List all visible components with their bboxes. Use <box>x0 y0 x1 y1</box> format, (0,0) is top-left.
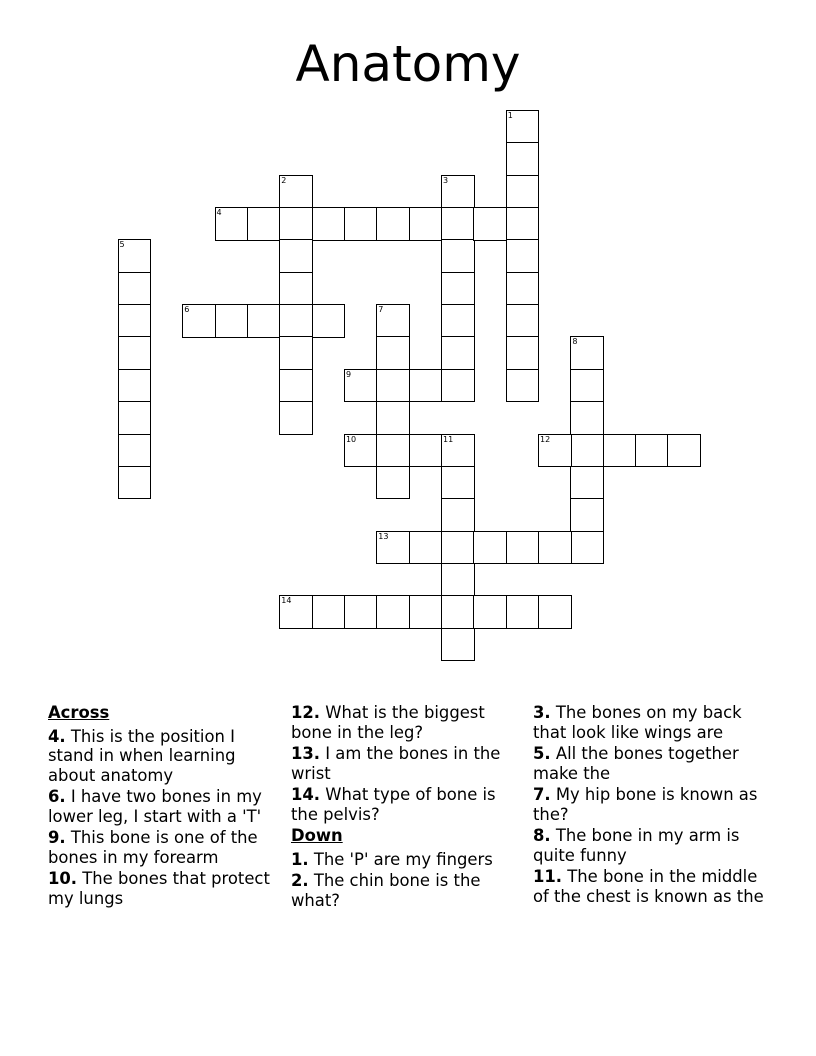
grid-cell[interactable] <box>570 466 604 500</box>
grid-cell[interactable] <box>441 563 475 597</box>
clue-across-14: 14. What type of bone is the pelvis? <box>291 785 496 824</box>
grid-cell[interactable] <box>570 369 604 403</box>
cell-number: 13 <box>378 531 389 541</box>
grid-cell[interactable] <box>570 434 604 468</box>
grid-cell[interactable] <box>312 595 346 629</box>
grid-cell[interactable] <box>182 304 216 338</box>
grid-cell[interactable] <box>118 239 152 273</box>
grid-cell[interactable] <box>441 175 475 209</box>
grid-cell[interactable] <box>441 595 475 629</box>
clue-down-8: 8. The bone in my arm is quite funny <box>533 826 740 865</box>
grid-cell[interactable] <box>118 369 152 403</box>
grid-cell[interactable] <box>506 336 540 370</box>
clue-down-11: 11. The bone in the middle of the chest is known as the <box>533 867 764 906</box>
grid-cell[interactable] <box>506 272 540 306</box>
grid-cell[interactable] <box>312 207 346 241</box>
clue-down-7: 7. My hip bone is known as the? <box>533 785 758 824</box>
grid-cell[interactable] <box>473 595 507 629</box>
cell-number: 12 <box>540 434 551 444</box>
cell-number: 9 <box>345 369 352 379</box>
grid-cell[interactable] <box>441 434 475 468</box>
grid-cell[interactable] <box>506 369 540 403</box>
grid-cell[interactable] <box>409 207 443 241</box>
grid-cell[interactable] <box>441 466 475 500</box>
grid-cell[interactable] <box>279 336 313 370</box>
grid-cell[interactable] <box>376 304 410 338</box>
clue-column-3 <box>533 703 769 908</box>
cell-number: 6 <box>184 305 190 315</box>
cell-number: 5 <box>119 240 125 250</box>
grid-cell[interactable] <box>344 434 378 468</box>
grid-cell[interactable] <box>409 531 443 565</box>
grid-cell[interactable] <box>473 207 507 241</box>
grid-cell[interactable] <box>570 401 604 435</box>
grid-cell[interactable] <box>279 401 313 435</box>
cell-number: 11 <box>443 434 454 444</box>
cell-number: 7 <box>378 305 384 315</box>
grid-cell[interactable] <box>344 207 378 241</box>
cell-number: 2 <box>281 175 287 185</box>
grid-cell[interactable] <box>118 304 152 338</box>
grid-cell[interactable] <box>376 595 410 629</box>
grid-cell[interactable] <box>441 239 475 273</box>
grid-cell[interactable] <box>279 595 313 629</box>
grid-cell[interactable] <box>215 304 249 338</box>
grid-cell[interactable] <box>215 207 249 241</box>
grid-cell[interactable] <box>118 272 152 306</box>
grid-cell[interactable] <box>118 466 152 500</box>
grid-cell[interactable] <box>506 304 540 338</box>
clue-column-2 <box>291 703 521 912</box>
grid-cell[interactable] <box>441 628 475 662</box>
grid-cell[interactable] <box>506 142 540 176</box>
grid-cell[interactable] <box>279 369 313 403</box>
grid-cell[interactable] <box>441 207 475 241</box>
grid-cell[interactable] <box>344 595 378 629</box>
grid-cell[interactable] <box>570 336 604 370</box>
grid-cell[interactable] <box>376 434 410 468</box>
clue-across-10: 10. The bones that protect my lungs <box>48 869 270 908</box>
grid-cell[interactable] <box>279 304 313 338</box>
grid-cell[interactable] <box>570 531 604 565</box>
grid-cell[interactable] <box>409 595 443 629</box>
grid-cell[interactable] <box>538 434 572 468</box>
grid-cell[interactable] <box>603 434 637 468</box>
grid-cell[interactable] <box>118 434 152 468</box>
grid-cell[interactable] <box>118 401 152 435</box>
grid-cell[interactable] <box>376 369 410 403</box>
cell-number: 10 <box>345 434 357 444</box>
grid-cell[interactable] <box>376 531 410 565</box>
cell-number: 14 <box>281 596 292 606</box>
grid-cell[interactable] <box>279 239 313 273</box>
clue-across-4: 4. This is the position I stand in when learning about anatomy <box>48 726 236 785</box>
grid-cell[interactable] <box>376 336 410 370</box>
down-heading: Down <box>291 826 343 845</box>
grid-cell[interactable] <box>247 207 281 241</box>
grid-cell[interactable] <box>376 207 410 241</box>
cell-number: 1 <box>507 111 513 120</box>
grid-cell[interactable] <box>506 110 540 144</box>
grid-cell[interactable] <box>344 369 378 403</box>
cell-number: 3 <box>443 175 449 185</box>
grid-cell[interactable] <box>279 272 313 306</box>
grid-cell[interactable] <box>441 272 475 306</box>
clue-across-6: 6. I have two bones in my lower leg, I start with a 'T' <box>48 787 262 826</box>
grid-cell[interactable] <box>441 304 475 338</box>
puzzle-title: Anatomy <box>295 35 521 93</box>
grid-cell[interactable] <box>247 304 281 338</box>
cell-number: 8 <box>572 337 578 347</box>
grid-cell[interactable] <box>506 175 540 209</box>
grid-cell[interactable] <box>506 531 540 565</box>
grid-cell[interactable] <box>538 595 572 629</box>
across-heading: Across <box>48 703 110 722</box>
clue-down-1: 1. The 'P' are my fingers <box>291 849 493 869</box>
grid-cell[interactable] <box>376 401 410 435</box>
grid-cell[interactable] <box>473 531 507 565</box>
grid-cell[interactable] <box>506 239 540 273</box>
clue-down-2: 2. The chin bone is the what? <box>291 871 481 910</box>
cell-number: 4 <box>216 208 222 218</box>
grid-cell[interactable] <box>441 336 475 370</box>
clue-down-3: 3. The bones on my back that look like wings are <box>533 703 742 742</box>
clue-down-5: 5. All the bones together make the <box>533 744 739 783</box>
grid-cell[interactable] <box>506 207 540 241</box>
grid-cell[interactable] <box>441 369 475 403</box>
grid-cell[interactable] <box>279 175 313 209</box>
clue-column-1 <box>48 703 280 910</box>
grid-cell[interactable] <box>312 304 346 338</box>
grid-cell[interactable] <box>441 498 475 532</box>
grid-cell[interactable] <box>409 369 443 403</box>
clue-across-13: 13. I am the bones in the wrist <box>291 744 501 783</box>
grid-cell[interactable] <box>506 595 540 629</box>
grid-cell[interactable] <box>538 531 572 565</box>
grid-cell[interactable] <box>409 434 443 468</box>
grid-cell[interactable] <box>279 207 313 241</box>
grid-cell[interactable] <box>376 466 410 500</box>
clue-across-12: 12. What is the biggest bone in the leg? <box>291 703 485 742</box>
grid-cell[interactable] <box>635 434 669 468</box>
grid-cell[interactable] <box>118 336 152 370</box>
clue-across-9: 9. This bone is one of the bones in my forearm <box>48 828 258 867</box>
grid-cell[interactable] <box>570 498 604 532</box>
grid-cell[interactable] <box>667 434 701 468</box>
grid-cell[interactable] <box>441 531 475 565</box>
